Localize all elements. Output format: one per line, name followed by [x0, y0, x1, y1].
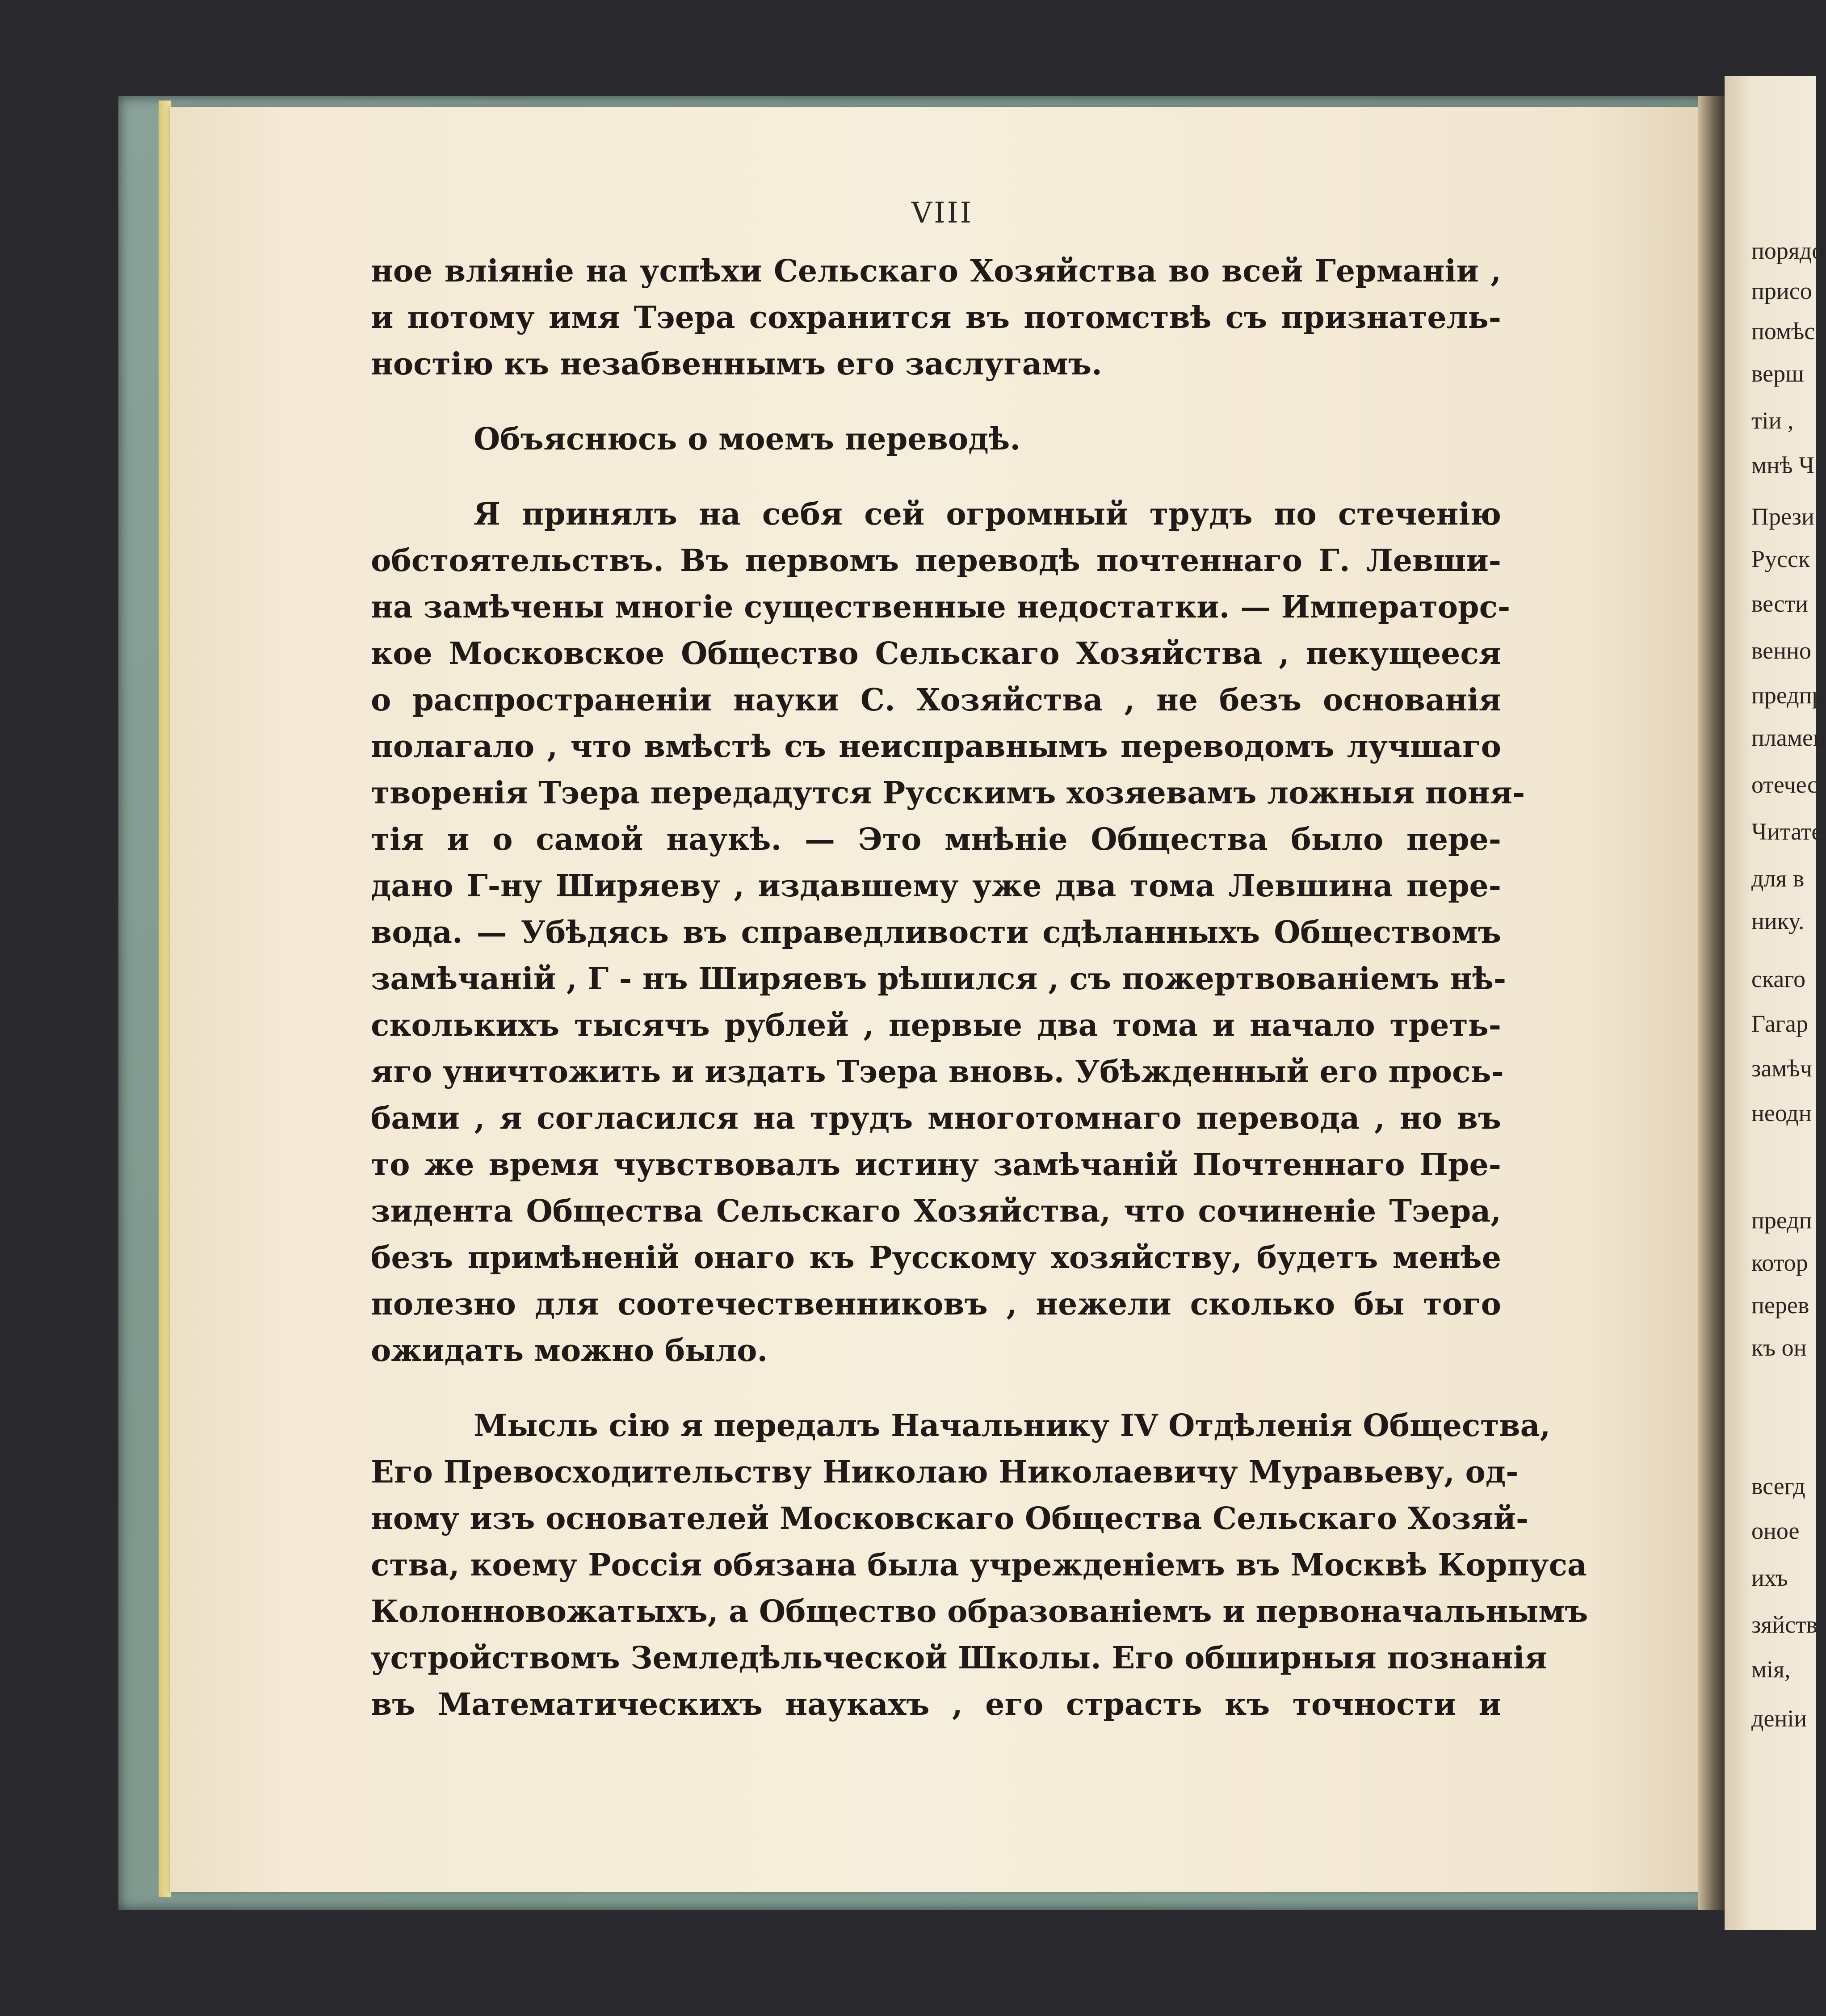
- adjacent-page-fragment: нику.: [1751, 907, 1805, 934]
- text-line: Колонновожатыхъ, а Общество образованiемъ и первоначальнымъ: [371, 1594, 1588, 1630]
- adjacent-page-fragment: денiи: [1751, 1705, 1807, 1732]
- text-line: то же время чувствовалъ истину замѣчанiй Почтеннаго Пре-: [371, 1147, 1501, 1183]
- text-line: зидента Общества Сельскаго Хозяйства, что сочиненiе Тэера,: [371, 1193, 1501, 1229]
- text-line: обстоятельствъ. Въ первомъ переводѣ почтеннаго Г. Левши-: [371, 543, 1501, 579]
- adjacent-page-fragment: Гагар: [1751, 1010, 1808, 1037]
- adjacent-page-fragment: порядо: [1751, 237, 1824, 264]
- text-line: устройствомъ Земледѣльческой Школы. Его обширныя познанiя: [371, 1640, 1547, 1676]
- text-line: и потому имя Тэера сохранится въ потомствѣ съ признатель-: [371, 300, 1501, 336]
- adjacent-page-fragment: Читате: [1751, 818, 1822, 845]
- adjacent-page-fragment: Прези: [1751, 503, 1814, 530]
- adjacent-page-fragment: тiи ,: [1751, 407, 1794, 434]
- text-line: въ Математическихъ наукахъ , его страсть къ точности и: [371, 1687, 1501, 1722]
- page-text: [371, 248, 1588, 1728]
- page-edge: [159, 101, 171, 1897]
- adjacent-page-fragment: отечес: [1751, 771, 1818, 798]
- adjacent-page-fragment: мiя,: [1751, 1656, 1791, 1683]
- adjacent-page-fragment: предп: [1751, 1207, 1812, 1234]
- text-line: ства, коему Россiя обязана была учрежденiемъ въ Москвѣ Корпуса: [371, 1547, 1587, 1583]
- book-gutter: [1698, 96, 1725, 1910]
- adjacent-page-fragment: присо: [1751, 277, 1812, 304]
- text-line: на замѣчены многiе существенные недостатки. — Императорс-: [371, 589, 1511, 625]
- text-line: Я принялъ на себя сей огромный трудъ по стеченiю: [474, 496, 1501, 532]
- text-line: сколькихъ тысячъ рублей , первые два тома и начало треть-: [371, 1008, 1501, 1043]
- adjacent-page-fragment: котор: [1751, 1249, 1808, 1276]
- text-line: полезно для соотечественниковъ , нежели сколько бы того: [371, 1286, 1501, 1322]
- adjacent-page-fragment: перев: [1751, 1292, 1809, 1319]
- adjacent-page: [1725, 76, 1826, 1930]
- text-line: ностiю къ незабвеннымъ его заслугамъ.: [371, 346, 1102, 382]
- adjacent-page-fragment: замѣч: [1751, 1055, 1812, 1082]
- text-line: ное влiянiе на успѣхи Сельскаго Хозяйства во всей Германiи ,: [371, 253, 1501, 289]
- adjacent-page-fragment: оное: [1751, 1517, 1800, 1544]
- text-line: замѣчанiй , Г - нъ Ширяевъ рѣшился , съ пожертвованiемъ нѣ-: [371, 961, 1507, 997]
- adjacent-page-fragment: неодн: [1751, 1100, 1812, 1126]
- text-line: дано Г-ну Ширяеву , издавшему уже два тома Левшина пере-: [371, 868, 1501, 904]
- text-line: бами , я согласился на трудъ многотомнаго перевода , но въ: [371, 1100, 1501, 1136]
- adjacent-page-fragment: Русск: [1751, 546, 1810, 572]
- text-line: тiя и о самой наукѣ. — Это мнѣнiе Общества было пере-: [371, 822, 1501, 857]
- text-line: ожидать можно было.: [371, 1333, 768, 1369]
- text-line: полагало , что вмѣстѣ съ неисправнымъ переводомъ лучшаго: [371, 729, 1501, 764]
- text-line: творенiя Тэера передадутся Русскимъ хозяевамъ ложныя поня-: [371, 775, 1525, 811]
- text-line: вода. — Убѣдясь въ справедливости сдѣланныхъ Обществомъ: [371, 915, 1501, 950]
- adjacent-page-fragment: предпр: [1751, 682, 1824, 709]
- adjacent-page-fragment: верш: [1751, 360, 1804, 387]
- adjacent-page-fragment: пламен: [1751, 724, 1826, 751]
- text-line: яго уничтожить и издать Тэера вновь. Убѣжденный его прось-: [371, 1054, 1504, 1090]
- page-number: VIII: [911, 197, 974, 230]
- text-line: ному изъ основателей Московскаго Общества Сельскаго Хозяй-: [371, 1501, 1529, 1537]
- text-line: Объяснюсь о моемъ переводѣ.: [474, 421, 1020, 457]
- adjacent-page-fragment: къ он: [1751, 1334, 1807, 1361]
- adjacent-page-fragment: мнѣ Ч: [1751, 452, 1814, 479]
- adjacent-page-fragment: вести: [1751, 590, 1808, 617]
- text-line: Его Превосходительству Николаю Николаевичу Муравьеву, од-: [371, 1454, 1519, 1490]
- text-line: кое Московское Общество Сельскаго Хозяйства , пекущееся: [371, 636, 1501, 672]
- adjacent-page-fragment: помѣс: [1751, 318, 1815, 344]
- adjacent-page-fragment: ихъ: [1751, 1564, 1788, 1591]
- text-line: Мысль сiю я передалъ Начальнику IV Отдѣленiя Общества,: [474, 1408, 1551, 1444]
- adjacent-page-fragment: скаго: [1751, 966, 1806, 992]
- text-line: безъ примѣненiй онаго къ Русскому хозяйству, будетъ менѣе: [371, 1240, 1501, 1276]
- adjacent-page-fragment: для в: [1751, 865, 1805, 892]
- adjacent-page-fragment: зяйств: [1751, 1611, 1818, 1638]
- adjacent-page-fragment: венно: [1751, 637, 1811, 664]
- text-line: о распространенiи науки С. Хозяйства , не безъ основанiя: [371, 682, 1501, 718]
- adjacent-page-fragment: всегд: [1751, 1473, 1805, 1499]
